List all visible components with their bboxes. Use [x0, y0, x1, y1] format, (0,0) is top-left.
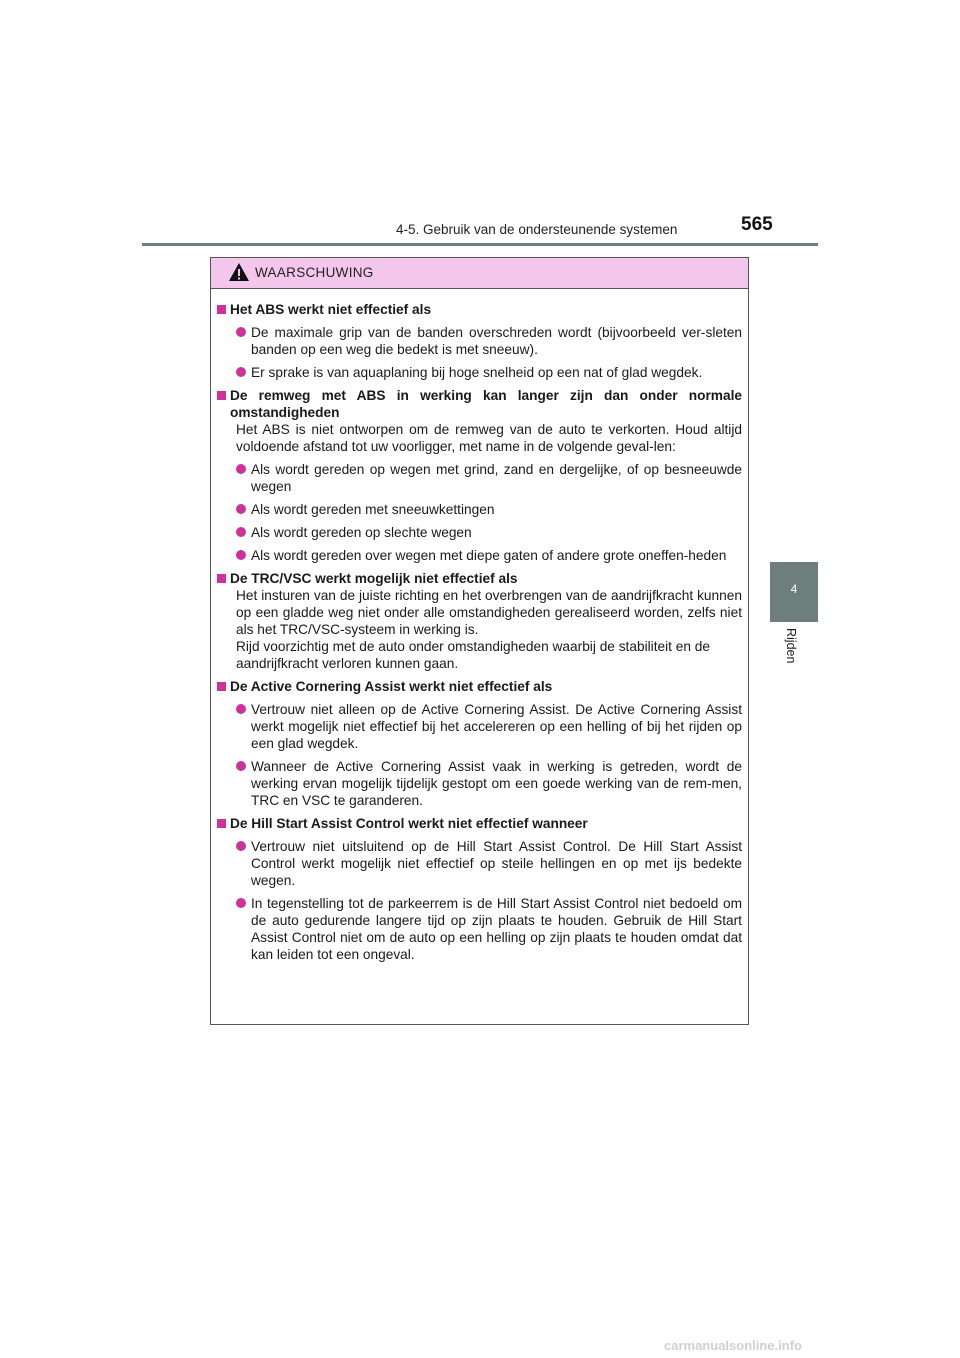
section-heading: De Active Cornering Assist werkt niet effectief als — [230, 679, 553, 694]
section-heading: De Hill Start Assist Control werkt niet effectief wanneer — [230, 816, 588, 831]
section-heading: Het ABS werkt niet effectief als — [230, 302, 432, 317]
list-item: Als wordt gereden op wegen met grind, zand en dergelijke, of op besneeuwde wegen — [236, 461, 742, 495]
circle-bullet-icon — [236, 504, 246, 514]
warning-body — [211, 289, 748, 963]
circle-bullet-icon — [236, 841, 246, 851]
chapter-tab-label: Rijden — [784, 628, 798, 664]
circle-bullet-icon — [236, 898, 246, 908]
list-item: De maximale grip van de banden overschreden wordt (bijvoorbeeld ver-sleten banden op een weg die bedekt is met sneeuw). — [236, 324, 742, 358]
section-braking-distance — [217, 387, 742, 564]
list-item: Vertrouw niet uitsluitend op de Hill Start Assist Control. De Hill Start Assist Control werkt mogelijk niet effectief op steile hellingen en op met ijs bedekte wegen. — [236, 838, 742, 889]
circle-bullet-icon — [236, 550, 246, 560]
warning-box — [210, 257, 749, 1025]
circle-bullet-icon — [236, 367, 246, 377]
section-heading: De remweg met ABS in werking kan langer zijn dan onder normale omstandigheden — [230, 388, 742, 420]
list-item: In tegenstelling tot de parkeerrem is de Hill Start Assist Control niet bedoeld om de auto gedurende langere tijd op zijn plaats te houden. Gebruik de Hill Start Assist Control niet om de auto op een helling op zijn plaats te houden omdat dat kan leiden tot een ongeval. — [236, 895, 742, 963]
list-item: Er sprake is van aquaplaning bij hoge snelheid op een nat of glad wegdek. — [236, 364, 742, 381]
section-paragraph: Het ABS is niet ontworpen om de remweg van de auto te verkorten. Houd altijd voldoende afstand tot uw voorligger, met name in de volgende geval-len: — [236, 422, 742, 454]
warning-header — [211, 258, 748, 289]
chapter-title: 4-5. Gebruik van de ondersteunende systemen — [396, 222, 678, 237]
section-abs-not-effective — [217, 301, 742, 381]
chapter-tab-number: 4 — [790, 582, 798, 596]
list-item: Als wordt gereden op slechte wegen — [236, 524, 742, 541]
list-item: Als wordt gereden met sneeuwkettingen — [236, 501, 742, 518]
square-bullet-icon — [217, 305, 226, 314]
square-bullet-icon — [217, 391, 226, 400]
header-divider — [142, 243, 818, 246]
square-bullet-icon — [217, 819, 226, 828]
warning-title: WAARSCHUWING — [255, 265, 374, 280]
section-active-cornering-assist — [217, 678, 742, 809]
list-item: Vertrouw niet alleen op de Active Cornering Assist. De Active Cornering Assist werkt mogelijk niet effectief bij het accelereren op een helling of bij het rijden op een glad wegdek. — [236, 701, 742, 752]
circle-bullet-icon — [236, 704, 246, 714]
section-paragraph: Het insturen van de juiste richting en het overbrengen van de aandrijfkracht kunnen op een gladde weg niet onder alle omstandigheden gerealiseerd worden, zelfs niet als het TRC/VSC-systeem in werking is. — [236, 588, 742, 637]
circle-bullet-icon — [236, 527, 246, 537]
warning-triangle-icon — [228, 262, 250, 287]
circle-bullet-icon — [236, 327, 246, 337]
list-item: Wanneer de Active Cornering Assist vaak in werking is getreden, wordt de werking ervan mogelijk tijdelijk gestopt om een goede werking van de rem-men, TRC en VSC te garanderen. — [236, 758, 742, 809]
circle-bullet-icon — [236, 761, 246, 771]
chapter-tab — [770, 562, 818, 622]
circle-bullet-icon — [236, 464, 246, 474]
page-number: 565 — [741, 214, 773, 235]
section-paragraph: Rijd voorzichtig met de auto onder omstandigheden waarbij de stabiliteit en de aandrijfkracht verloren kunnen gaan. — [236, 639, 711, 671]
section-trc-vsc — [217, 570, 742, 672]
square-bullet-icon — [217, 682, 226, 691]
section-hill-start-assist — [217, 815, 742, 963]
list-item: Als wordt gereden over wegen met diepe gaten of andere grote oneffen-heden — [236, 547, 742, 564]
watermark-logo: carmanualsonline.info — [664, 1338, 802, 1353]
section-heading: De TRC/VSC werkt mogelijk niet effectief als — [230, 571, 518, 586]
square-bullet-icon — [217, 574, 226, 583]
